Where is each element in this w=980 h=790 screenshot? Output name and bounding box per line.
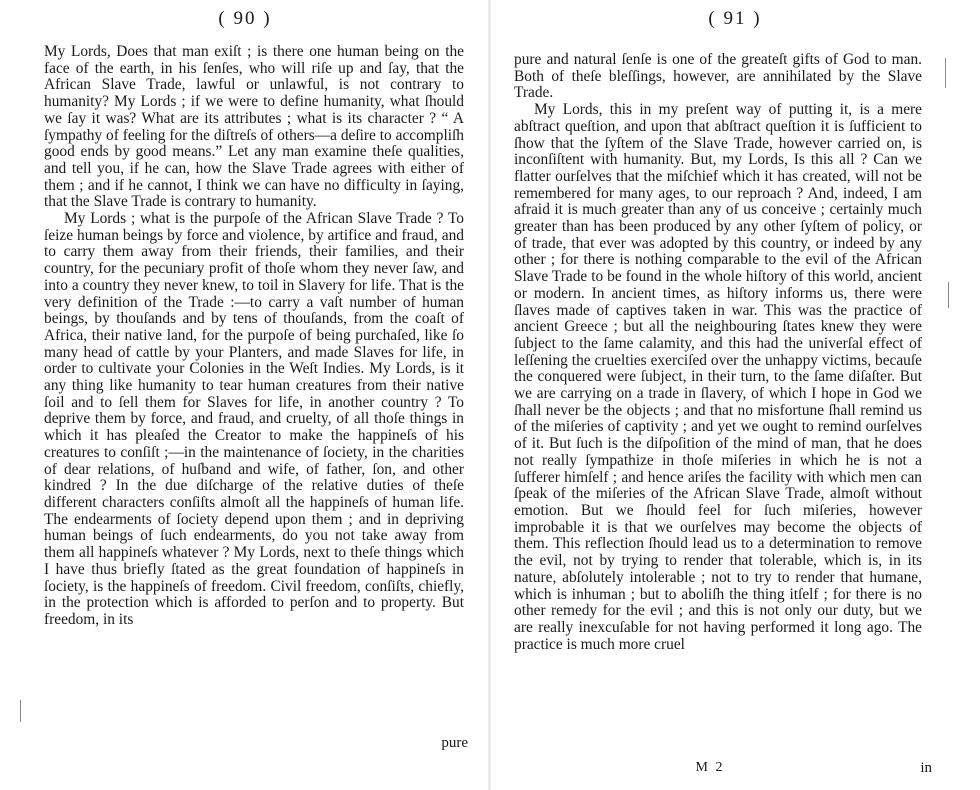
margin-mark	[20, 700, 21, 722]
paragraph: My Lords, Does that man exiſt ; is there one human being on the face of the earth, in his ſenſes, who will riſe up and ſay, that the African Slave Trade, lawful or unlawful, is not contrary to humanity? My Lords ; if we were to define humanity, what ſhould we ſay it was? What are its attributes ; what is its character ? “ A ſympathy of feeling for the diſtreſs of others—a deſire to accompliſh good ends by good means.” Let any man examine theſe qualities, and tell you, if he can, how the Slave Trade agrees with either of them ; and if he cannot, I think we can have no difficulty in ſaying, that the Slave Trade is contrary to humanity.	[44, 43, 464, 211]
page-number-left: ( 90 )	[218, 8, 272, 29]
signature-mark: M 2	[695, 760, 725, 775]
catchword-right: in	[920, 760, 932, 776]
left-page-body	[44, 44, 464, 629]
right-page-body	[514, 52, 922, 653]
paragraph: My Lords, this in my preſent way of putting it, is a mere abſtract queſtion, and upon that abſtract queſtion it is ſufficient to ſhow that the ſyſtem of the Slave Trade, however carried on, is inconſiſtent with humanity. But, my Lords, Is this all ? Can we flatter ourſelves that the miſchief which it has created, will not be remembered for many ages, to our reproach ? And, indeed, I am afraid it is much greater than any of us conceive ; certainly much greater than has been produced by any other ſyſtem of policy, or of trade, that ever was adopted by this country, or indeed by any other ; for there is nothing comparable to the evil of the African Slave Trade to be found in the whole hiſtory of this world, ancient or modern. In ancient times, as hiſtory informs us, there were ſlaves made of captives taken in war. This was the practice of ancient Greece ; but all the neighbouring ſtates knew they were ſubject to the ſame calamity, and this had the univerſal effect of leſſening the cruelties exerciſed over the unhappy victims, becauſe the conquered were ſubject, in their turn, to the ſame diſaſter. But we are carrying on a trade in ſlavery, of which I hope in God we ſhall never be the objects ; and that no misfortune ſhall remind us of the miſeries of captivity ; and yet we ought to remind ourſelves of it. But ſuch is the diſpoſition of the mind of man, that he does not really ſympathize in thoſe miſeries in which he is not a ſufferer himſelf ; and hence ariſes the facility with which men can ſpeak of the miſeries of the African Slave Trade, almoſt without emotion. But we ſhould feel for ſuch miſeries, however improbable it is that we ourſelves may become the objects of them. This reflection ſhould lead us to a determination to remove the evil, not by trying to render that tolerable, which is, in its nature, abſolutely intolerable ; not to try to render that humane, which is inhuman ; but to aboliſh the thing itſelf ; for there is no other remedy for the evil ; and this is not only our duty, but we are really inexcuſable for not having performed it long ago. The practice is much more cruel	[514, 101, 922, 653]
paragraph: My Lords ; what is the purpoſe of the African Slave Trade ? To ſeize human beings by force and violence, by artifice and fraud, and to carry them away from their friends, their families, and their country, for the pecuniary profit of thoſe whom they never ſaw, and into a country they never knew, to toil in Slavery for life. That is the very definition of the Trade :—to carry a vaſt number of human beings, by thouſands and by tens of thouſands, from the coaſt of Africa, their native land, for the purpoſe of being purchaſed, like ſo many head of cattle by your Planters, and made Slaves for life, in order to cultivate your Colonies in the Weſt Indies. My Lords, is it any thing like humanity to tear human creatures from their native ſoil and to ſell them for Slaves for life, in another country ? To deprive them by force, and fraud, and cruelty, of all thoſe things in which it has pleaſed the Creator to make the happineſs of his creatures to conſiſt ;—in the maintenance of ſociety, in the charities of dear relations, of huſband and wife, of father, ſon, and other kindred ? In the due diſcharge of the relative duties of theſe different characters conſiſts almoſt all the happineſs of human life. The endearments of ſociety depend upon them ; and in depriving human beings of ſuch endearments, do you not take away from them all happineſs whatever ? My Lords, next to theſe things which I have thus briefly ſtated as the great foundation of happineſs in ſociety, is the happineſs of freedom. Civil freedom, conſiſts, chiefly, in the protection which is afforded to perſon and to property. But freedom, in its	[44, 210, 464, 628]
right-page	[490, 0, 980, 790]
catchword-left: pure	[441, 735, 468, 751]
margin-mark	[948, 282, 949, 308]
page-number-right: ( 91 )	[708, 8, 762, 29]
margin-mark	[945, 58, 946, 88]
paragraph: pure and natural ſenſe is one of the greateſt gifts of God to man. Both of theſe bleſſings, however, are annihilated by the Slave Trade.	[514, 51, 922, 102]
